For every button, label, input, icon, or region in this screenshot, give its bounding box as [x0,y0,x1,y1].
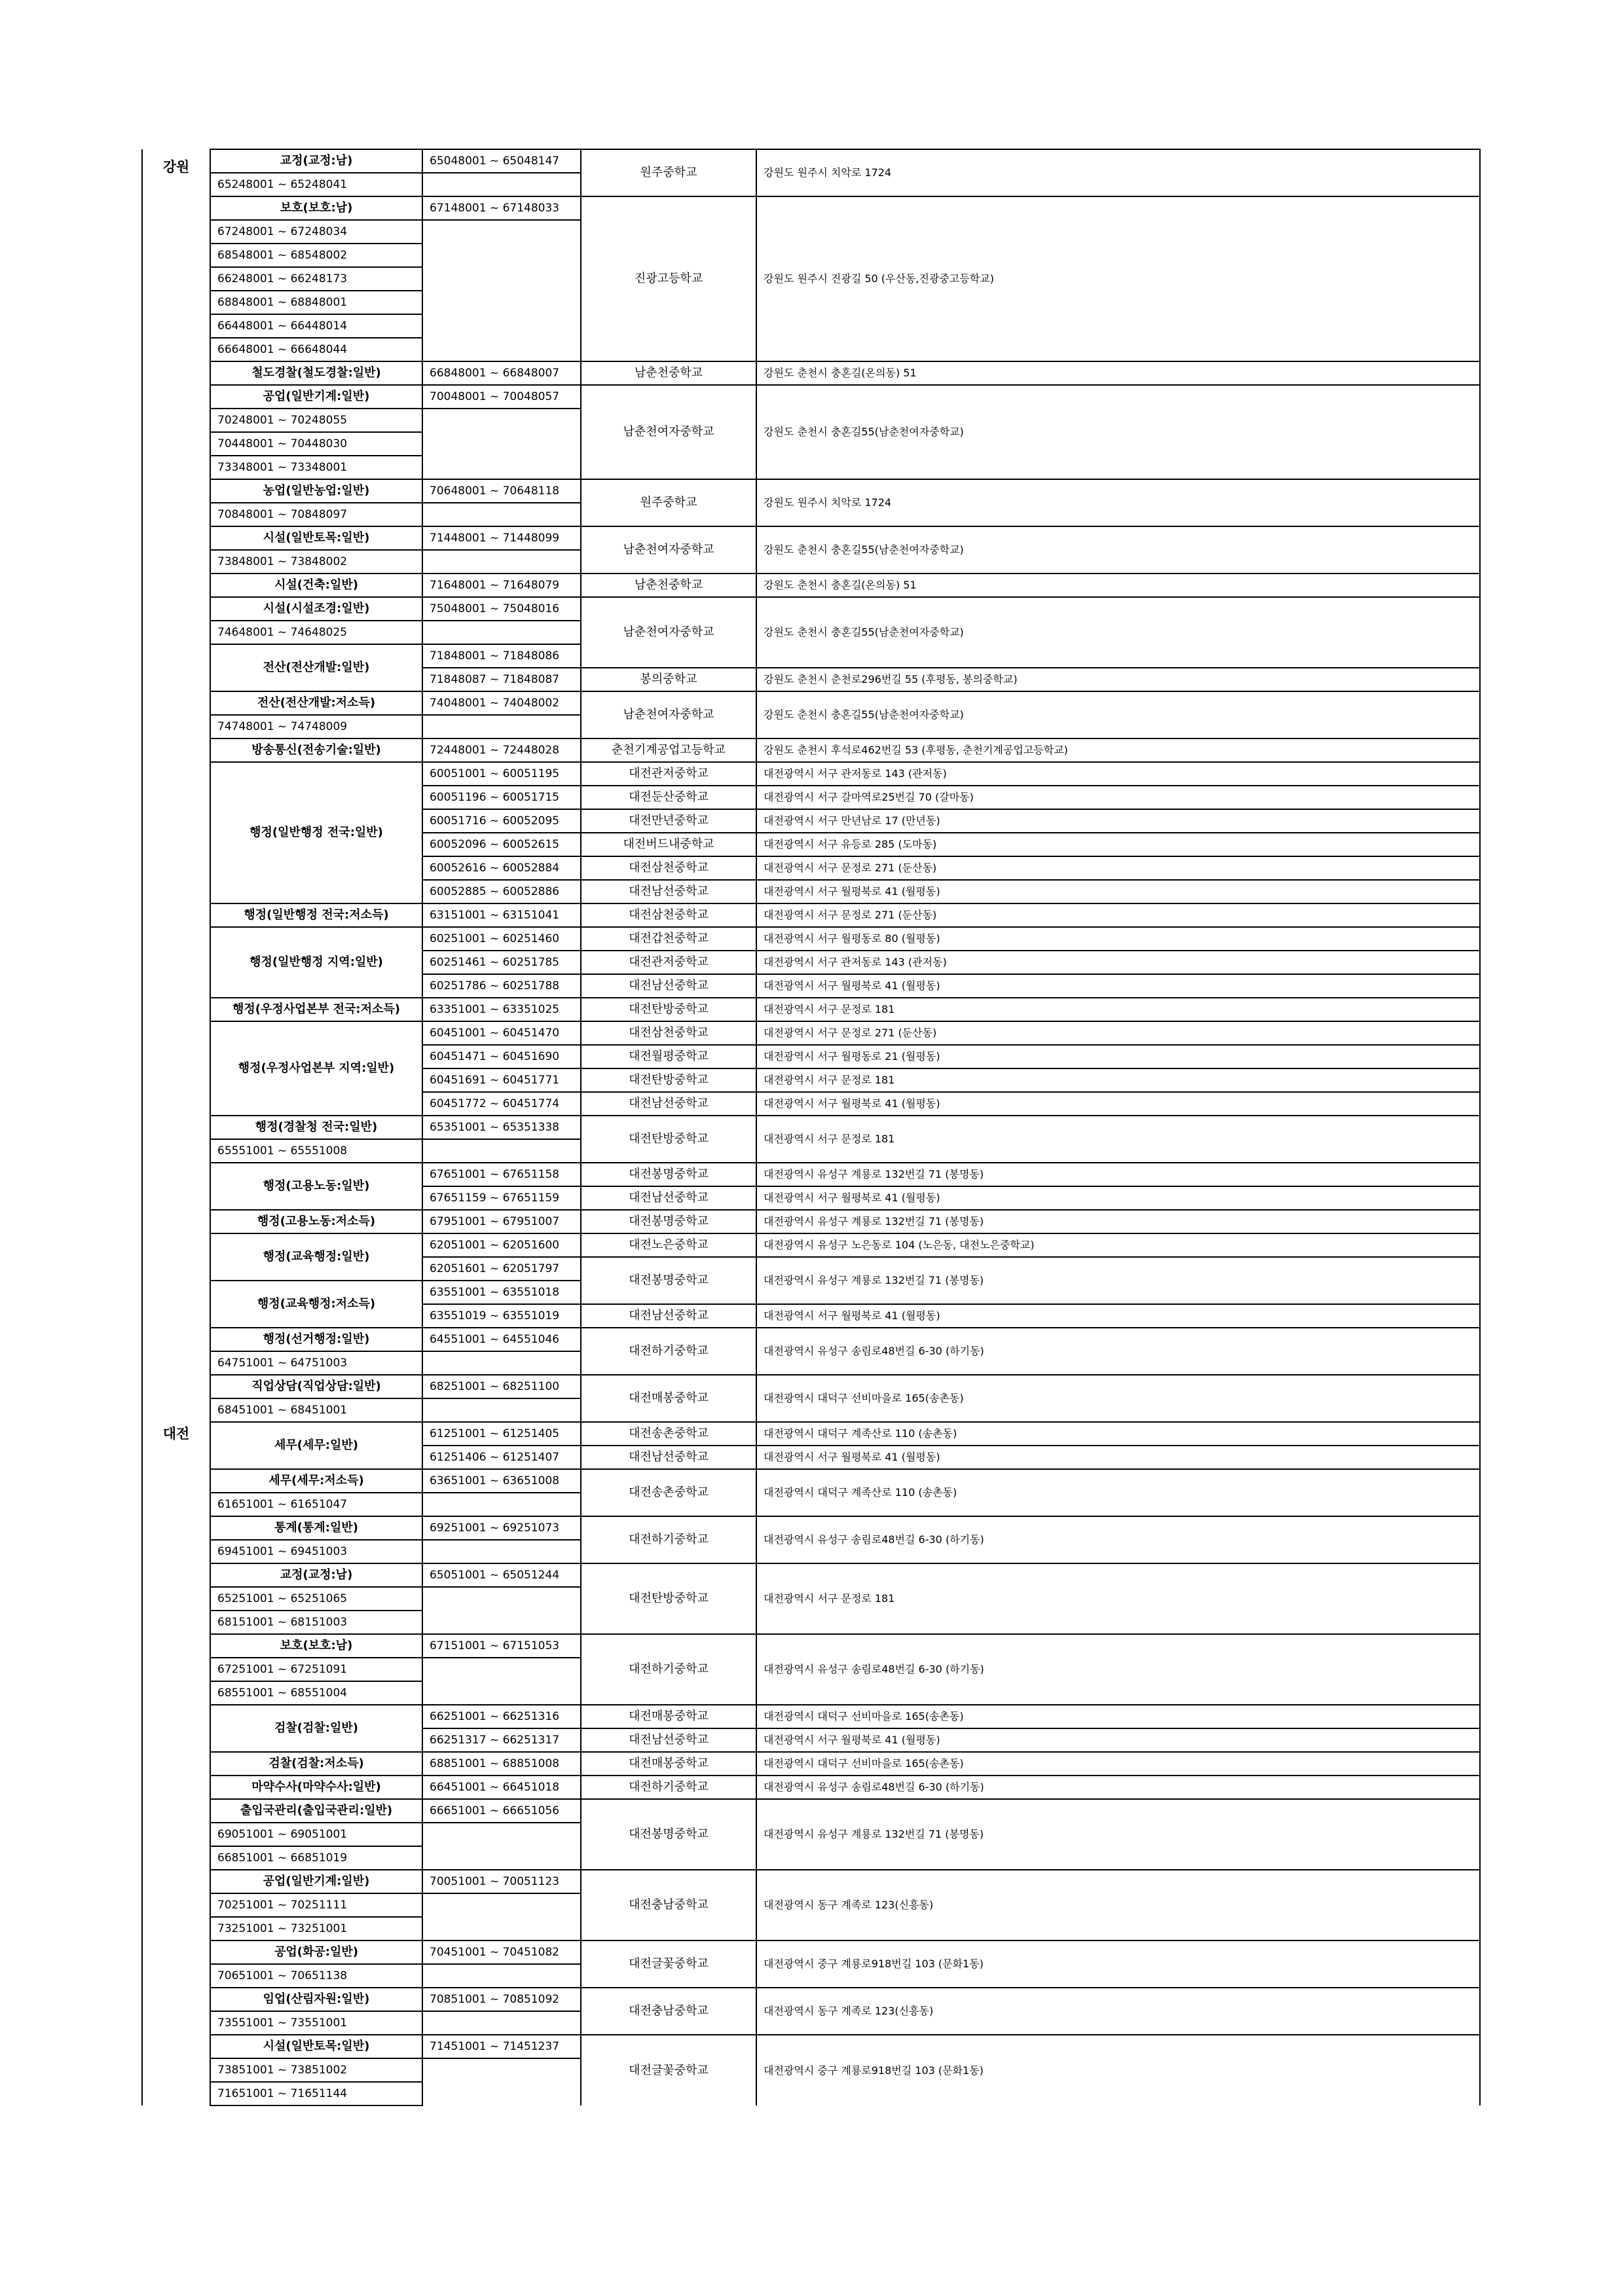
exam-number-range-cell: 66451001 ~ 66451018 [422,1776,581,1799]
address-cell: 강원도 원주시 진광길 50 (우산동,진광중고등학교) [756,196,1480,361]
school-cell: 남춘천여자중학교 [581,597,756,668]
address-cell: 강원도 춘천시 후석로462번길 53 (후평동, 춘천기계공업고등학교) [756,738,1480,762]
exam-number-range-cell: 70048001 ~ 70048057 [422,385,581,409]
school-cell: 대전충남중학교 [581,1870,756,1941]
exam-number-range-cell: 65351001 ~ 65351338 [422,1116,581,1139]
address-cell: 대전광역시 대덕구 선비마을로 165(송촌동) [756,1375,1480,1422]
school-cell: 대전남선중학교 [581,1728,756,1752]
exam-number-range-cell: 67148001 ~ 67148033 [422,196,581,220]
address-cell: 대전광역시 서구 월평북로 41 (월평동) [756,1304,1480,1328]
address-cell: 대전광역시 대덕구 계족산로 110 (송촌동) [756,1422,1480,1446]
school-cell: 남춘천여자중학교 [581,691,756,738]
exam-number-range-cell: 74048001 ~ 74048002 [422,691,581,715]
school-cell: 대전송촌중학교 [581,1469,756,1516]
address-cell: 대전광역시 대덕구 선비마을로 165(송촌동) [756,1705,1480,1728]
table-row [142,1469,1480,1493]
category-cell: 행정(선거행정:일반) [210,1328,422,1351]
address-cell: 대전광역시 유성구 송림로48번길 6-30 (하기동) [756,1328,1480,1375]
exam-number-range-cell: 66648001 ~ 66648044 [210,338,422,361]
exam-number-range-cell: 73348001 ~ 73348001 [210,456,422,479]
school-cell: 대전매봉중학교 [581,1375,756,1422]
address-cell: 대전광역시 중구 계룡로918번길 103 (문화1동) [756,1941,1480,1988]
exam-number-range-cell: 65251001 ~ 65251065 [210,1587,422,1611]
category-cell: 행정(고용노동:일반) [210,1163,422,1210]
address-cell: 대전광역시 유성구 계룡로 132번길 71 (봉명동) [756,1163,1480,1186]
exam-number-range-cell: 60451471 ~ 60451690 [422,1045,581,1068]
exam-number-range-cell: 67251001 ~ 67251091 [210,1658,422,1681]
category-cell: 행정(교육행정:일반) [210,1233,422,1281]
table-row [142,1870,1480,1893]
exam-number-range-cell: 68451001 ~ 68451001 [210,1398,422,1422]
school-cell: 대전매봉중학교 [581,1705,756,1728]
category-cell: 직업상담(직업상담:일반) [210,1375,422,1398]
exam-number-range-cell: 75048001 ~ 75048016 [422,597,581,621]
table-row [142,1941,1480,1964]
category-cell: 세무(세무:저소득) [210,1469,422,1493]
school-cell: 대전삼천중학교 [581,903,756,927]
exam-site-table-body [142,149,1480,2105]
exam-number-range-cell: 73848001 ~ 73848002 [210,550,422,574]
school-cell: 남춘천여자중학교 [581,385,756,479]
exam-number-range-cell: 60251786 ~ 60251788 [422,974,581,998]
address-cell: 대전광역시 서구 문정로 181 [756,1068,1480,1092]
exam-number-range-cell: 71848001 ~ 71848086 [422,644,581,668]
table-row [142,1163,1480,1186]
address-cell: 대전광역시 유성구 송림로48번길 6-30 (하기동) [756,1776,1480,1799]
school-cell: 남춘천중학교 [581,574,756,597]
school-cell: 원주중학교 [581,479,756,526]
table-row [142,903,1480,927]
table-row [142,1210,1480,1233]
exam-number-range-cell: 66851001 ~ 66851019 [210,1846,422,1870]
address-cell: 강원도 춘천시 충혼길55(남춘천여자중학교) [756,526,1480,574]
address-cell: 대전광역시 유성구 계룡로 132번길 71 (봉명동) [756,1257,1480,1304]
exam-number-range-cell: 70051001 ~ 70051123 [422,1870,581,1893]
school-cell: 대전글꽃중학교 [581,2035,756,2105]
table-row [142,691,1480,715]
exam-number-range-cell: 74648001 ~ 74648025 [210,621,422,644]
school-cell: 봉의중학교 [581,668,756,691]
school-cell: 진광고등학교 [581,196,756,361]
address-cell: 대전광역시 유성구 노은동로 104 (노은동, 대전노은중학교) [756,1233,1480,1257]
table-row [142,2035,1480,2058]
category-cell: 시설(일반토목:일반) [210,526,422,550]
table-row [142,1776,1480,1799]
address-cell: 강원도 춘천시 충혼길55(남춘천여자중학교) [756,597,1480,668]
exam-number-range-cell: 71448001 ~ 71448099 [422,526,581,550]
address-cell: 강원도 춘천시 충혼길55(남춘천여자중학교) [756,691,1480,738]
exam-number-range-cell: 70651001 ~ 70651138 [210,1964,422,1988]
exam-number-range-cell: 60451691 ~ 60451771 [422,1068,581,1092]
category-cell: 시설(시설조경:일반) [210,597,422,621]
exam-number-range-cell: 70851001 ~ 70851092 [422,1988,581,2011]
exam-number-range-cell: 61651001 ~ 61651047 [210,1493,422,1516]
table-row [142,1988,1480,2011]
exam-number-range-cell: 68551001 ~ 68551004 [210,1681,422,1705]
school-cell: 춘천기계공업고등학교 [581,738,756,762]
address-cell: 대전광역시 서구 관저동로 143 (관저동) [756,951,1480,974]
exam-number-range-cell: 68251001 ~ 68251100 [422,1375,581,1398]
category-cell: 방송통신(전송기술:일반) [210,738,422,762]
address-cell: 강원도 춘천시 충혼길(온의동) 51 [756,361,1480,385]
school-cell: 대전탄방중학교 [581,1068,756,1092]
address-cell: 강원도 춘천시 충혼길(온의동) 51 [756,574,1480,597]
school-cell: 대전갑천중학교 [581,927,756,951]
exam-number-range-cell: 69051001 ~ 69051001 [210,1823,422,1846]
school-cell: 대전봉명중학교 [581,1163,756,1186]
address-cell: 대전광역시 대덕구 계족산로 110 (송촌동) [756,1469,1480,1516]
exam-number-range-cell: 61251001 ~ 61251405 [422,1422,581,1446]
address-cell: 대전광역시 유성구 계룡로 132번길 71 (봉명동) [756,1799,1480,1870]
exam-number-range-cell: 69451001 ~ 69451003 [210,1540,422,1563]
exam-number-range-cell: 71648001 ~ 71648079 [422,574,581,597]
category-cell: 전산(전산개발:일반) [210,644,422,691]
school-cell: 대전하기중학교 [581,1328,756,1375]
exam-number-range-cell: 65551001 ~ 65551008 [210,1139,422,1163]
exam-number-range-cell: 60052096 ~ 60052615 [422,833,581,856]
exam-number-range-cell: 63651001 ~ 63651008 [422,1469,581,1493]
address-cell: 강원도 원주시 치악로 1724 [756,479,1480,526]
category-cell: 마약수사(마약수사:일반) [210,1776,422,1799]
address-cell: 대전광역시 서구 관저동로 143 (관저동) [756,762,1480,786]
school-cell: 대전봉명중학교 [581,1210,756,1233]
table-row [142,526,1480,550]
school-cell: 남춘천중학교 [581,361,756,385]
address-cell: 대전광역시 동구 계족로 123(신흥동) [756,1988,1480,2035]
exam-number-range-cell: 60251001 ~ 60251460 [422,927,581,951]
table-row [142,1634,1480,1658]
exam-number-range-cell: 74748001 ~ 74748009 [210,715,422,738]
school-cell: 대전봉명중학교 [581,1799,756,1870]
category-cell: 농업(일반농업:일반) [210,479,422,503]
category-cell: 행정(우정사업본부 지역:일반) [210,1021,422,1116]
school-cell: 대전둔산중학교 [581,786,756,809]
address-cell: 대전광역시 서구 만년남로 17 (만년동) [756,809,1480,833]
table-row [142,1563,1480,1587]
school-cell: 대전탄방중학교 [581,1116,756,1163]
school-cell: 대전남선중학교 [581,880,756,903]
exam-number-range-cell: 60051196 ~ 60051715 [422,786,581,809]
address-cell: 대전광역시 서구 월평북로 41 (월평동) [756,974,1480,998]
exam-number-range-cell: 66251317 ~ 66251317 [422,1728,581,1752]
exam-number-range-cell: 68548001 ~ 68548002 [210,244,422,267]
exam-number-range-cell: 67651159 ~ 67651159 [422,1186,581,1210]
exam-number-range-cell: 72448001 ~ 72448028 [422,738,581,762]
category-cell: 행정(일반행정 전국:일반) [210,762,422,903]
exam-number-range-cell: 66651001 ~ 66651056 [422,1799,581,1823]
category-cell: 행정(일반행정 전국:저소득) [210,903,422,927]
table-row [142,738,1480,762]
category-cell: 시설(일반토목:일반) [210,2035,422,2058]
exam-number-range-cell: 63551001 ~ 63551018 [422,1281,581,1304]
category-cell: 보호(보호:남) [210,1634,422,1658]
category-cell: 임업(산림자원:일반) [210,1988,422,2011]
address-cell: 대전광역시 서구 문정로 271 (둔산동) [756,1021,1480,1045]
school-cell: 대전만년중학교 [581,809,756,833]
category-cell: 세무(세무:일반) [210,1422,422,1469]
table-row [142,998,1480,1021]
table-row [142,1705,1480,1728]
exam-number-range-cell: 67151001 ~ 67151053 [422,1634,581,1658]
table-row [142,762,1480,786]
address-cell: 대전광역시 중구 계룡로918번길 103 (문화1동) [756,2035,1480,2105]
exam-number-range-cell: 60451001 ~ 60451470 [422,1021,581,1045]
table-row [142,597,1480,621]
exam-number-range-cell: 63551019 ~ 63551019 [422,1304,581,1328]
address-cell: 대전광역시 서구 월평북로 41 (월평동) [756,880,1480,903]
address-cell: 강원도 춘천시 춘천로296번길 55 (후평동, 봉의중학교) [756,668,1480,691]
school-cell: 대전송촌중학교 [581,1422,756,1446]
exam-number-range-cell: 65248001 ~ 65248041 [210,173,422,196]
school-cell: 대전하기중학교 [581,1776,756,1799]
table-row [142,1422,1480,1446]
table-row [142,927,1480,951]
address-cell: 대전광역시 서구 월평북로 41 (월평동) [756,1446,1480,1469]
exam-number-range-cell: 71651001 ~ 71651144 [210,2082,422,2105]
exam-number-range-cell: 65051001 ~ 65051244 [422,1563,581,1587]
exam-number-range-cell: 62051001 ~ 62051600 [422,1233,581,1257]
address-cell: 대전광역시 서구 월평동로 80 (월평동) [756,927,1480,951]
exam-number-range-cell: 67248001 ~ 67248034 [210,220,422,244]
school-cell: 원주중학교 [581,149,756,196]
table-row [142,1328,1480,1351]
exam-number-range-cell: 60052616 ~ 60052884 [422,856,581,880]
school-cell: 대전하기중학교 [581,1634,756,1705]
address-cell: 강원도 춘천시 충혼길55(남춘천여자중학교) [756,385,1480,479]
exam-number-range-cell: 63351001 ~ 63351025 [422,998,581,1021]
table-row [142,1375,1480,1398]
category-cell: 철도경찰(철도경찰:일반) [210,361,422,385]
category-cell: 검찰(검찰:저소득) [210,1752,422,1776]
address-cell: 대전광역시 서구 문정로 271 (둔산동) [756,903,1480,927]
exam-number-range-cell: 68151001 ~ 68151003 [210,1611,422,1634]
school-cell: 대전버드내중학교 [581,833,756,856]
address-cell: 대전광역시 서구 유등로 285 (도마동) [756,833,1480,856]
address-cell: 대전광역시 서구 갈마역로25번길 70 (갈마동) [756,786,1480,809]
exam-site-table [141,149,1481,2106]
category-cell: 행정(일반행정 지역:일반) [210,927,422,998]
school-cell: 대전하기중학교 [581,1516,756,1563]
school-cell: 대전월평중학교 [581,1045,756,1068]
exam-number-range-cell: 71848087 ~ 71848087 [422,668,581,691]
exam-number-range-cell: 67951001 ~ 67951007 [422,1210,581,1233]
exam-number-range-cell: 63151001 ~ 63151041 [422,903,581,927]
exam-number-range-cell: 70248001 ~ 70248055 [210,409,422,432]
school-cell: 대전충남중학교 [581,1988,756,2035]
category-cell: 출입국관리(출입국관리:일반) [210,1799,422,1823]
school-cell: 대전남선중학교 [581,1092,756,1116]
table-row [142,479,1480,503]
address-cell: 대전광역시 서구 문정로 181 [756,998,1480,1021]
category-cell: 공업(화공:일반) [210,1941,422,1964]
category-cell: 검찰(검찰:일반) [210,1705,422,1752]
school-cell: 대전글꽃중학교 [581,1941,756,1988]
category-cell: 시설(건축:일반) [210,574,422,597]
table-row [142,1752,1480,1776]
address-cell: 대전광역시 대덕구 선비마을로 165(송촌동) [756,1752,1480,1776]
exam-number-range-cell: 70451001 ~ 70451082 [422,1941,581,1964]
school-cell: 대전봉명중학교 [581,1257,756,1304]
table-row [142,196,1480,220]
exam-number-range-cell: 66448001 ~ 66448014 [210,314,422,338]
exam-number-range-cell: 73551001 ~ 73551001 [210,2011,422,2035]
category-cell: 행정(경찰청 전국:일반) [210,1116,422,1139]
address-cell: 대전광역시 서구 월평북로 41 (월평동) [756,1186,1480,1210]
exam-number-range-cell: 60451772 ~ 60451774 [422,1092,581,1116]
exam-number-range-cell: 60251461 ~ 60251785 [422,951,581,974]
table-row [142,574,1480,597]
exam-number-range-cell: 60051001 ~ 60051195 [422,762,581,786]
school-cell: 대전남선중학교 [581,1446,756,1469]
school-cell: 대전남선중학교 [581,974,756,998]
address-cell: 대전광역시 유성구 송림로48번길 6-30 (하기동) [756,1634,1480,1705]
exam-number-range-cell: 73251001 ~ 73251001 [210,1917,422,1941]
region-cell: 대전 [142,762,210,2105]
school-cell: 대전노은중학교 [581,1233,756,1257]
table-row [142,149,1480,173]
exam-number-range-cell: 66248001 ~ 66248173 [210,267,422,291]
address-cell: 강원도 원주시 치악로 1724 [756,149,1480,196]
category-cell: 교정(교정:남) [210,1563,422,1587]
school-cell: 대전매봉중학교 [581,1752,756,1776]
exam-number-range-cell: 70251001 ~ 70251111 [210,1893,422,1917]
school-cell: 대전남선중학교 [581,1304,756,1328]
address-cell: 대전광역시 서구 문정로 181 [756,1116,1480,1163]
exam-number-range-cell: 73851001 ~ 73851002 [210,2058,422,2082]
table-row [142,1516,1480,1540]
table-row [142,1799,1480,1823]
address-cell: 대전광역시 유성구 계룡로 132번길 71 (봉명동) [756,1210,1480,1233]
category-cell: 공업(일반기계:일반) [210,1870,422,1893]
table-row [142,1233,1480,1257]
school-cell: 대전삼천중학교 [581,856,756,880]
table-row [142,1021,1480,1045]
category-cell: 교정(교정:남) [210,149,422,173]
school-cell: 대전탄방중학교 [581,1563,756,1634]
category-cell: 보호(보호:남) [210,196,422,220]
exam-number-range-cell: 66251001 ~ 66251316 [422,1705,581,1728]
category-cell: 공업(일반기계:일반) [210,385,422,409]
address-cell: 대전광역시 서구 월평북로 41 (월평동) [756,1728,1480,1752]
school-cell: 대전삼천중학교 [581,1021,756,1045]
exam-number-range-cell: 64751001 ~ 64751003 [210,1351,422,1375]
address-cell: 대전광역시 서구 월평동로 21 (월평동) [756,1045,1480,1068]
category-cell: 전산(전산개발:저소득) [210,691,422,715]
address-cell: 대전광역시 서구 문정로 181 [756,1563,1480,1634]
exam-number-range-cell: 62051601 ~ 62051797 [422,1257,581,1281]
category-cell: 행정(교육행정:저소득) [210,1281,422,1328]
exam-number-range-cell: 69251001 ~ 69251073 [422,1516,581,1540]
exam-number-range-cell: 60052885 ~ 60052886 [422,880,581,903]
school-cell: 대전탄방중학교 [581,998,756,1021]
exam-number-range-cell: 67651001 ~ 67651158 [422,1163,581,1186]
address-cell: 대전광역시 유성구 송림로48번길 6-30 (하기동) [756,1516,1480,1563]
exam-number-range-cell: 61251406 ~ 61251407 [422,1446,581,1469]
school-cell: 대전관저중학교 [581,762,756,786]
exam-number-range-cell: 65048001 ~ 65048147 [422,149,581,173]
category-cell: 행정(고용노동:저소득) [210,1210,422,1233]
table-row [142,361,1480,385]
exam-number-range-cell: 66848001 ~ 66848007 [422,361,581,385]
exam-number-range-cell: 60051716 ~ 60052095 [422,809,581,833]
exam-number-range-cell: 70648001 ~ 70648118 [422,479,581,503]
exam-number-range-cell: 68851001 ~ 68851008 [422,1752,581,1776]
category-cell: 통계(통계:일반) [210,1516,422,1540]
exam-number-range-cell: 71451001 ~ 71451237 [422,2035,581,2058]
region-cell: 강원 [142,149,210,762]
exam-number-range-cell: 70448001 ~ 70448030 [210,432,422,456]
category-cell: 행정(우정사업본부 전국:저소득) [210,998,422,1021]
school-cell: 대전관저중학교 [581,951,756,974]
table-row [142,385,1480,409]
school-cell: 남춘천여자중학교 [581,526,756,574]
address-cell: 대전광역시 동구 계족로 123(신흥동) [756,1870,1480,1941]
exam-number-range-cell: 64551001 ~ 64551046 [422,1328,581,1351]
address-cell: 대전광역시 서구 문정로 271 (둔산동) [756,856,1480,880]
exam-number-range-cell: 68848001 ~ 68848001 [210,291,422,314]
table-row [142,1116,1480,1139]
school-cell: 대전남선중학교 [581,1186,756,1210]
address-cell: 대전광역시 서구 월평북로 41 (월평동) [756,1092,1480,1116]
exam-number-range-cell: 70848001 ~ 70848097 [210,503,422,526]
